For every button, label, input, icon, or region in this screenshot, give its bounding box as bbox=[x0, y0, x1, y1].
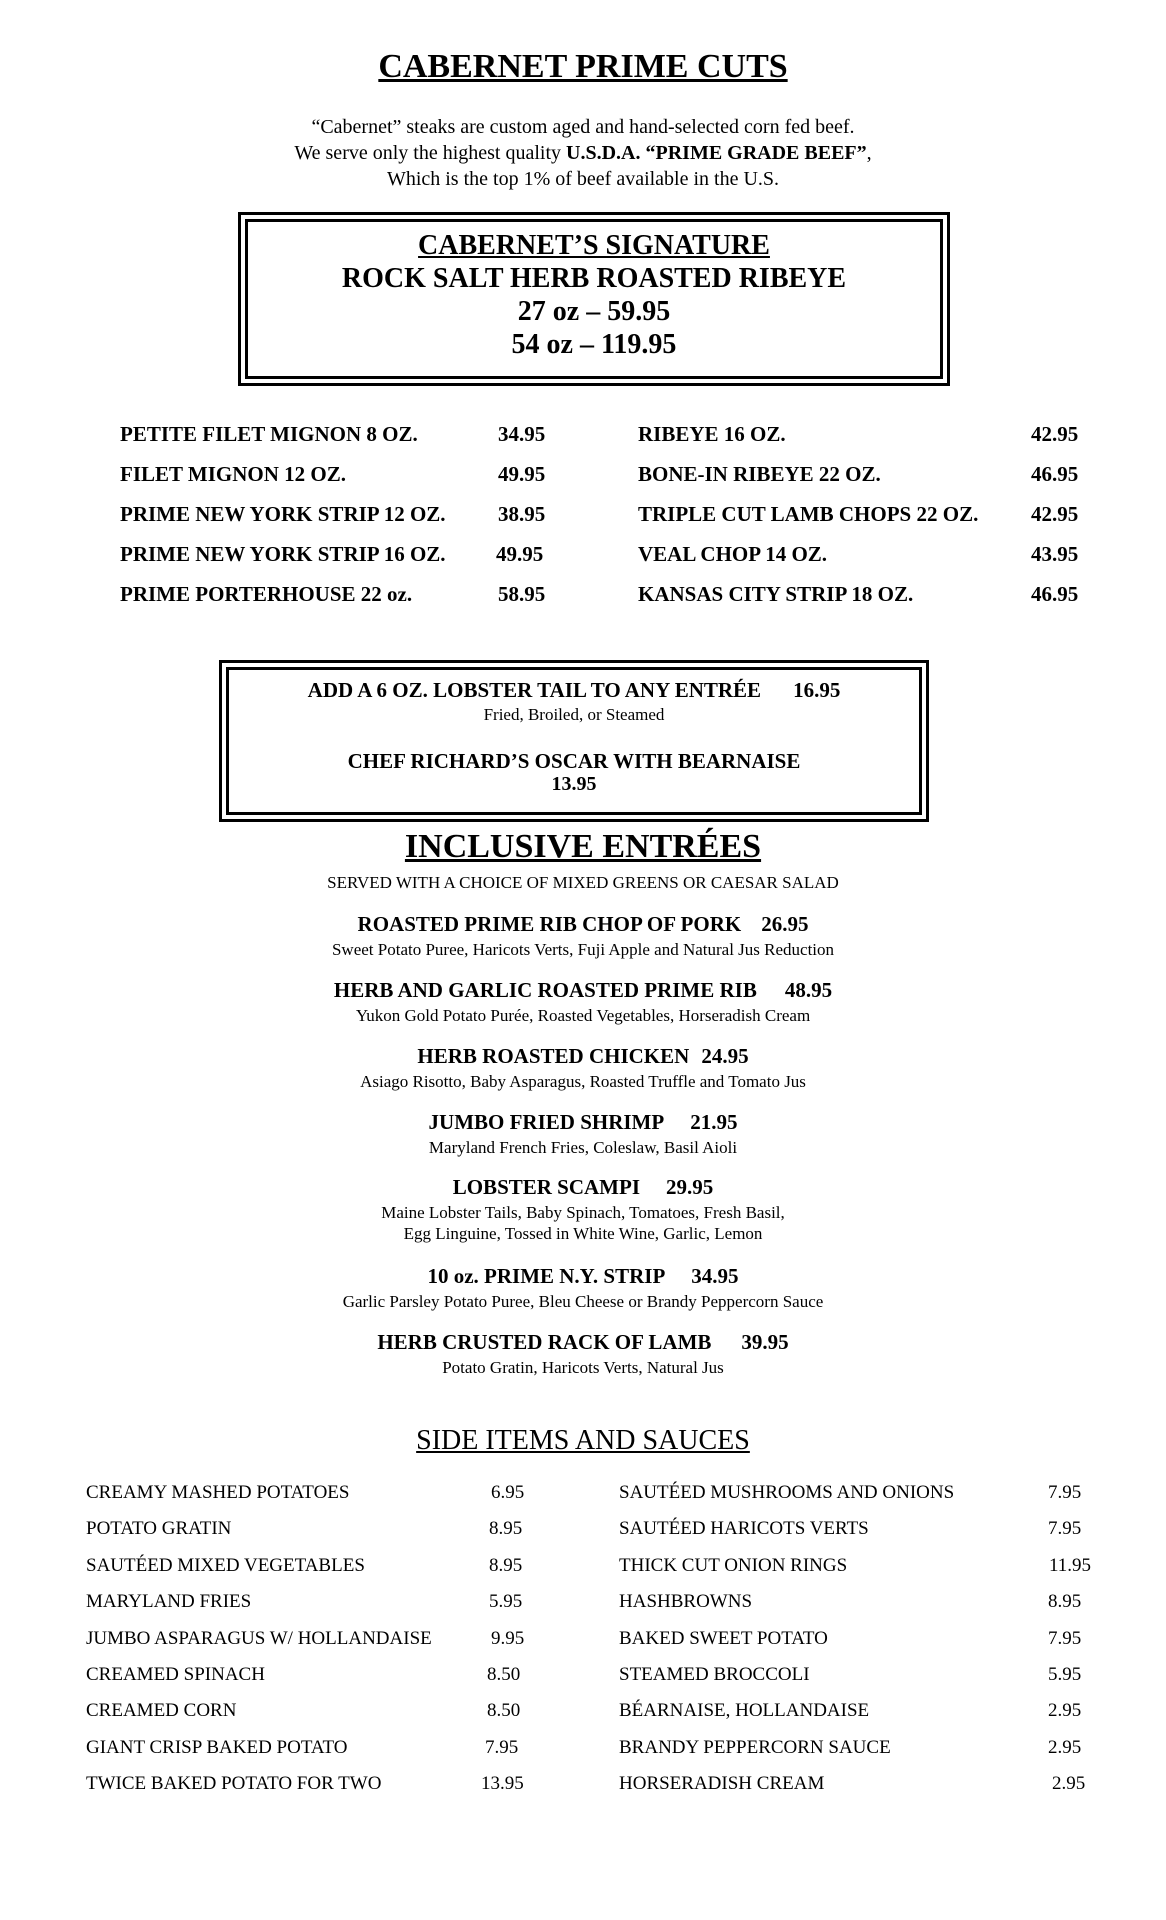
side-name: CREAMED CORN bbox=[86, 1700, 237, 1721]
side-name: SAUTÉED MIXED VEGETABLES bbox=[86, 1555, 365, 1576]
steak-price: 46.95 bbox=[1031, 582, 1079, 606]
steak-price: 42.95 bbox=[1031, 502, 1079, 526]
steak-price: 42.95 bbox=[1031, 422, 1079, 446]
side-name: THICK CUT ONION RINGS bbox=[619, 1555, 848, 1576]
steak-name: PETITE FILET MIGNON 8 OZ. bbox=[120, 422, 418, 446]
oscar-addon-price: 13.95 bbox=[551, 773, 597, 795]
side-name: MARYLAND FRIES bbox=[86, 1591, 252, 1612]
entree-desc: Garlic Parsley Potato Puree, Bleu Cheese or Brandy Peppercorn Sauce bbox=[342, 1292, 824, 1311]
entree-price: 26.95 bbox=[761, 912, 809, 936]
side-price: 8.95 bbox=[489, 1555, 523, 1576]
entree-price: 48.95 bbox=[784, 978, 833, 1002]
signature-heading: CABERNET’S SIGNATURE bbox=[418, 230, 770, 261]
side-price: 7.95 bbox=[485, 1737, 519, 1758]
steak-name: PRIME NEW YORK STRIP 16 OZ. bbox=[120, 542, 446, 566]
entree-desc-line-2: Egg Linguine, Tossed in White Wine, Garlic, Lemon bbox=[403, 1224, 763, 1243]
entree-item bbox=[0, 1330, 1166, 1355]
side-name: CREAMED SPINACH bbox=[86, 1664, 265, 1685]
page-title: CABERNET PRIME CUTS bbox=[378, 48, 788, 85]
side-name: TWICE BAKED POTATO FOR TWO bbox=[86, 1773, 382, 1794]
entree-name: HERB AND GARLIC ROASTED PRIME RIB bbox=[333, 978, 757, 1002]
steak-price: 43.95 bbox=[1031, 542, 1079, 566]
intro-prime-grade: U.S.D.A. “PRIME GRADE BEEF” bbox=[566, 142, 867, 164]
signature-size-1: 27 oz – 59.95 bbox=[517, 296, 671, 327]
side-price: 6.95 bbox=[491, 1482, 525, 1503]
side-name: BÉARNAISE, HOLLANDAISE bbox=[619, 1700, 870, 1721]
entree-item bbox=[0, 1264, 1166, 1289]
steak-name: VEAL CHOP 14 OZ. bbox=[638, 542, 828, 566]
side-price: 13.95 bbox=[481, 1773, 524, 1794]
sides-title: SIDE ITEMS AND SAUCES bbox=[416, 1425, 750, 1456]
intro-line-2-text: We serve only the highest quality bbox=[294, 142, 567, 164]
side-name: STEAMED BROCCOLI bbox=[619, 1664, 810, 1685]
side-name: SAUTÉED HARICOTS VERTS bbox=[619, 1518, 869, 1539]
steak-name: PRIME PORTERHOUSE 22 oz. bbox=[120, 582, 413, 606]
side-price: 8.95 bbox=[489, 1518, 523, 1539]
steak-price: 49.95 bbox=[498, 462, 546, 486]
entree-name: JUMBO FRIED SHRIMP bbox=[428, 1110, 665, 1134]
side-price: 8.50 bbox=[487, 1664, 521, 1685]
side-price: 8.50 bbox=[487, 1700, 521, 1721]
side-name: POTATO GRATIN bbox=[86, 1518, 232, 1539]
side-price: 2.95 bbox=[1052, 1773, 1086, 1794]
side-price: 7.95 bbox=[1048, 1628, 1082, 1649]
entree-name: HERB ROASTED CHICKEN bbox=[417, 1044, 690, 1068]
addon-box bbox=[219, 660, 929, 822]
side-price: 5.95 bbox=[1048, 1664, 1082, 1685]
entree-item bbox=[0, 1044, 1166, 1069]
entree-item bbox=[0, 1175, 1166, 1200]
entree-desc: Maine Lobster Tails, Baby Spinach, Tomatoes, Fresh Basil, bbox=[381, 1203, 785, 1222]
side-name: BRANDY PEPPERCORN SAUCE bbox=[619, 1737, 891, 1758]
lobster-addon-line bbox=[222, 678, 926, 703]
side-name: BAKED SWEET POTATO bbox=[619, 1628, 828, 1649]
intro-line-2 bbox=[0, 140, 1166, 166]
intro-line-2-comma: , bbox=[866, 142, 872, 164]
entree-price: 29.95 bbox=[666, 1175, 714, 1199]
entree-price: 39.95 bbox=[741, 1330, 789, 1354]
entree-price: 24.95 bbox=[701, 1044, 749, 1068]
entree-price: 21.95 bbox=[690, 1110, 738, 1134]
steak-price: 58.95 bbox=[498, 582, 546, 606]
signature-box bbox=[238, 212, 950, 386]
side-price: 7.95 bbox=[1048, 1518, 1082, 1539]
side-price: 9.95 bbox=[491, 1628, 525, 1649]
side-name: HASHBROWNS bbox=[619, 1591, 753, 1612]
steak-name: TRIPLE CUT LAMB CHOPS 22 OZ. bbox=[638, 502, 979, 526]
steak-price: 46.95 bbox=[1031, 462, 1079, 486]
side-name: HORSERADISH CREAM bbox=[619, 1773, 825, 1794]
inclusive-subtitle: SERVED WITH A CHOICE OF MIXED GREENS OR CAESAR SALAD bbox=[327, 873, 839, 892]
entree-desc: Asiago Risotto, Baby Asparagus, Roasted Truffle and Tomato Jus bbox=[360, 1072, 806, 1091]
side-name: SAUTÉED MUSHROOMS AND ONIONS bbox=[619, 1482, 955, 1503]
entree-name: ROASTED PRIME RIB CHOP OF PORK bbox=[357, 912, 742, 936]
side-price: 8.95 bbox=[1048, 1591, 1082, 1612]
entree-desc: Potato Gratin, Haricots Verts, Natural Jus bbox=[442, 1358, 724, 1377]
intro-line-3: Which is the top 1% of beef available in the U.S. bbox=[386, 168, 780, 190]
inclusive-title: INCLUSIVE ENTRÉES bbox=[404, 828, 762, 865]
side-price: 2.95 bbox=[1048, 1700, 1082, 1721]
lobster-addon-price: 16.95 bbox=[793, 678, 841, 702]
entree-desc: Sweet Potato Puree, Haricots Verts, Fuji Apple and Natural Jus Reduction bbox=[331, 940, 835, 959]
entree-name: LOBSTER SCAMPI bbox=[452, 1175, 641, 1199]
signature-size-2: 54 oz – 119.95 bbox=[511, 329, 677, 360]
steak-price: 34.95 bbox=[498, 422, 546, 446]
lobster-addon-note: Fried, Broiled, or Steamed bbox=[483, 705, 665, 724]
entree-price: 34.95 bbox=[691, 1264, 739, 1288]
entree-item bbox=[0, 1110, 1166, 1135]
oscar-addon-label: CHEF RICHARD’S OSCAR WITH BEARNAISE bbox=[347, 749, 801, 773]
side-name: JUMBO ASPARAGUS W/ HOLLANDAISE bbox=[86, 1628, 432, 1649]
entree-name: 10 oz. PRIME N.Y. STRIP bbox=[427, 1264, 666, 1288]
steak-name: PRIME NEW YORK STRIP 12 OZ. bbox=[120, 502, 446, 526]
entree-desc: Yukon Gold Potato Purée, Roasted Vegetables, Horseradish Cream bbox=[355, 1006, 811, 1025]
intro-line-1: “Cabernet” steaks are custom aged and hand-selected corn fed beef. bbox=[311, 116, 855, 138]
side-price: 11.95 bbox=[1049, 1555, 1092, 1576]
entree-name: HERB CRUSTED RACK OF LAMB bbox=[377, 1330, 712, 1354]
steak-price: 49.95 bbox=[496, 542, 544, 566]
steak-name: RIBEYE 16 OZ. bbox=[638, 422, 786, 446]
signature-item-name: ROCK SALT HERB ROASTED RIBEYE bbox=[341, 263, 847, 294]
steak-name: BONE-IN RIBEYE 22 OZ. bbox=[638, 462, 881, 486]
steak-price: 38.95 bbox=[498, 502, 546, 526]
lobster-addon-label: ADD A 6 OZ. LOBSTER TAIL TO ANY ENTRÉE bbox=[307, 678, 762, 702]
entree-desc: Maryland French Fries, Coleslaw, Basil Aioli bbox=[428, 1138, 738, 1157]
side-name: CREAMY MASHED POTATOES bbox=[86, 1482, 350, 1503]
steak-name: FILET MIGNON 12 OZ. bbox=[120, 462, 346, 486]
side-price: 7.95 bbox=[1048, 1482, 1082, 1503]
side-name: GIANT CRISP BAKED POTATO bbox=[86, 1737, 348, 1758]
entree-item bbox=[0, 978, 1166, 1003]
steak-name: KANSAS CITY STRIP 18 OZ. bbox=[638, 582, 914, 606]
entree-item bbox=[0, 912, 1166, 937]
side-price: 2.95 bbox=[1048, 1737, 1082, 1758]
side-price: 5.95 bbox=[489, 1591, 523, 1612]
